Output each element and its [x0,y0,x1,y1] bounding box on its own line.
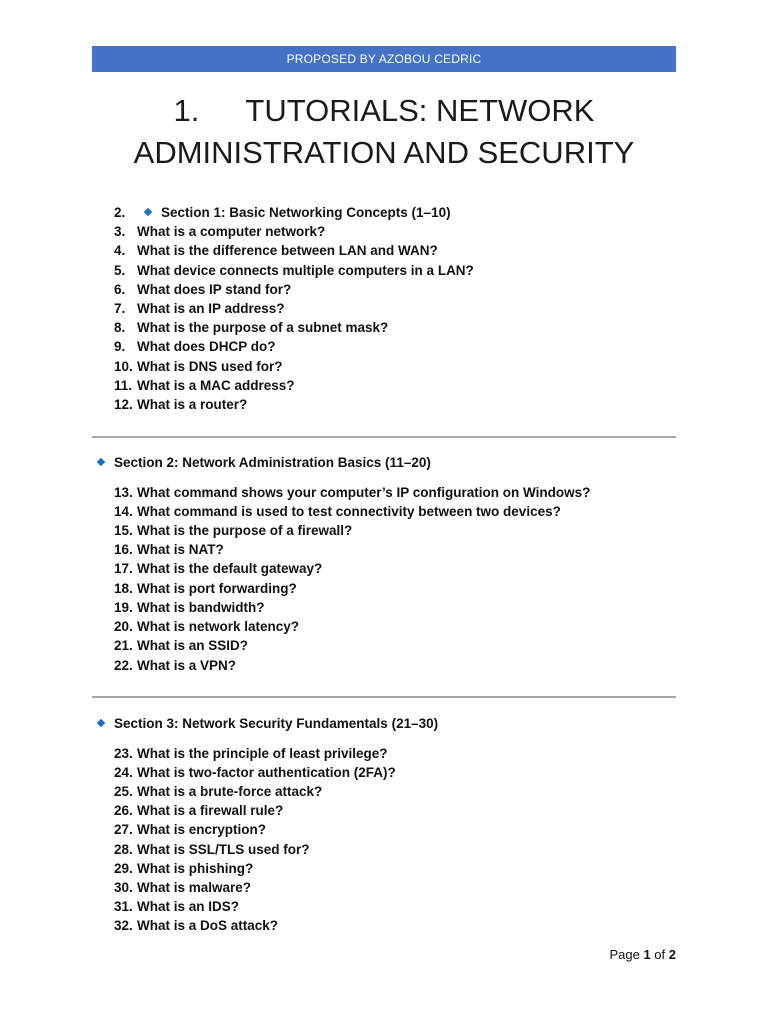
list-item: 18. What is port forwarding? [114,581,297,596]
list-item: 17. What is the default gateway? [114,561,323,576]
title-number: 1. [173,93,200,128]
list-item: 7. What is an IP address? [114,301,285,316]
section-3-heading [98,714,438,733]
section-heading-text: Section 3: Network Security Fundamentals (21–30) [114,716,439,731]
list-item: 30. What is malware? [114,880,252,895]
list-item: 24. What is two-factor authentication (2FA)? [114,765,396,780]
list-item: 5. What device connects multiple computers in a LAN? [114,263,474,278]
list-item: 26. What is a firewall rule? [114,803,284,818]
diamond-bullet-icon [97,719,105,727]
list-item: 6. What does IP stand for? [114,282,292,297]
section-2-heading [98,453,431,472]
title-line-2: ADMINISTRATION AND SECURITY [133,135,635,170]
list-item: 25. What is a brute-force attack? [114,784,323,799]
list-item: 12. What is a router? [114,397,248,412]
list-number: 2. [114,205,126,220]
list-item: 8. What is the purpose of a subnet mask? [114,320,389,335]
title-line-1: TUTORIALS: NETWORK [245,93,595,128]
diamond-bullet-icon [144,208,152,216]
list-item: 22. What is a VPN? [114,658,237,673]
list-item: 13. What command shows your computer’s IP configuration on Windows? [114,485,591,500]
diamond-bullet-icon [97,458,105,466]
page-title [92,90,676,174]
list-item: 15. What is the purpose of a firewall? [114,523,353,538]
page-number: Page 1 of 2 [609,947,676,962]
list-item: 4. What is the difference between LAN and WAN? [114,243,438,258]
section-divider [92,436,676,438]
list-item: 23. What is the principle of least privilege? [114,746,388,761]
list-item: 27. What is encryption? [114,822,267,837]
list-item: 32. What is a DoS attack? [114,918,279,933]
section-1-heading [114,203,451,222]
list-item: 10. What is DNS used for? [114,359,283,374]
header-banner: PROPOSED BY AZOBOU CEDRIC [92,46,676,72]
section-heading-text: Section 1: Basic Networking Concepts (1–10) [161,205,451,220]
list-item: 19. What is bandwidth? [114,600,265,615]
list-item: 31. What is an IDS? [114,899,240,914]
list-item: 14. What command is used to test connectivity between two devices? [114,504,561,519]
list-item: 29. What is phishing? [114,861,254,876]
list-item: 20. What is network latency? [114,619,300,634]
list-item: 28. What is SSL/TLS used for? [114,842,310,857]
list-item: 16. What is NAT? [114,542,224,557]
section-heading-text: Section 2: Network Administration Basics (11–20) [114,455,431,470]
section-divider [92,696,676,698]
list-item: 9. What does DHCP do? [114,339,276,354]
list-item: 3. What is a computer network? [114,224,326,239]
list-item: 21. What is an SSID? [114,638,249,653]
list-item: 11. What is a MAC address? [114,378,295,393]
